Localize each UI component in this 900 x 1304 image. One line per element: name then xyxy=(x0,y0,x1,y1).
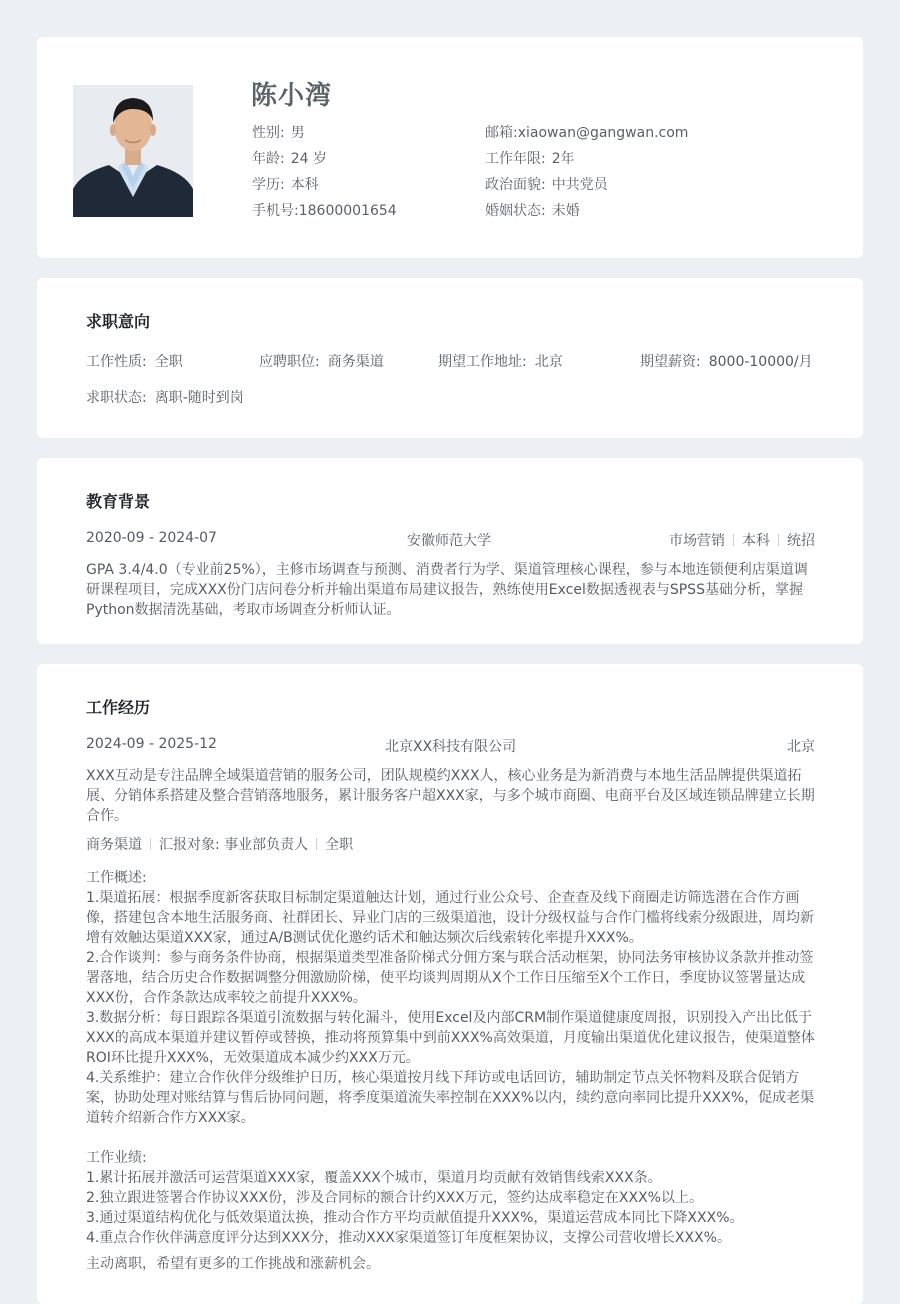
info-email xyxy=(485,122,688,142)
info-value: 男 xyxy=(290,125,305,141)
field-value: 商务渠道 xyxy=(327,354,384,370)
info-marital xyxy=(485,200,580,220)
achievement-line: 1.累计拓展并激活可运营渠道XXX家，覆盖XXX个城市，渠道月均贡献有效销售线索XXX条。 xyxy=(86,1170,662,1186)
field-label: 应聘职位: xyxy=(259,354,320,370)
info-label: 工作年限: xyxy=(485,151,546,167)
desc-line: GPA 3.4/4.0（专业前25%），主修市场调查与预测、消费者行为学、渠道管理核心课程，参与本地连锁便利店渠道调 xyxy=(86,562,808,578)
info-education xyxy=(252,174,319,194)
tag-role: 商务渠道 xyxy=(86,837,142,853)
work-tags xyxy=(86,834,353,854)
section-title: 教育背景 xyxy=(86,492,151,511)
info-value: 未婚 xyxy=(551,203,580,219)
overview-line: 署落地，结合历史合作数据调整分佣激励阶梯，使平均谈判周期从X个工作日压缩至X个工作日，季度协议签署量达成 xyxy=(86,970,806,986)
intention-salary xyxy=(640,351,813,371)
intention-position xyxy=(259,351,384,371)
leave-reason: 主动离职，希望有更多的工作挑战和涨薪机会。 xyxy=(86,1256,380,1272)
work-period: 2024-09 - 2025-12 xyxy=(86,736,217,752)
info-value: 本科 xyxy=(290,177,319,193)
profile-card xyxy=(37,37,863,258)
field-value: 北京 xyxy=(534,354,563,370)
overview-line: 2.合作谈判：参与商务条件协商，根据渠道类型准备阶梯式分佣方案与联合活动框架，协同法务审核协议条款并推动签 xyxy=(86,950,814,966)
company-intro xyxy=(86,766,816,826)
desc-line: Python数据清洗基础，考取市场调查分析师认证。 xyxy=(86,602,401,618)
company-name: 北京XX科技有限公司 xyxy=(385,739,517,755)
intro-line: 合作。 xyxy=(86,808,128,824)
field-value: 全职 xyxy=(154,354,183,370)
avatar xyxy=(73,85,193,217)
intention-location xyxy=(438,351,563,371)
info-age xyxy=(252,148,327,168)
field-label: 期望薪资: xyxy=(640,354,701,370)
candidate-name: 陈小湾 xyxy=(251,81,333,111)
section-title: 求职意向 xyxy=(86,312,151,331)
info-label: 性别: xyxy=(252,125,285,141)
tag-degree: 本科 xyxy=(742,533,770,549)
overview-line: 案，协助处理对账结算与售后协同问题，将季度渠道流失率控制在XXX%以内，续约意向率同比提升XXX%，促成老渠 xyxy=(86,1090,815,1106)
overview-line: ROI环比提升XXX%，无效渠道成本减少约XXX万元。 xyxy=(86,1050,420,1066)
overview-title: 工作概述: xyxy=(86,870,147,886)
achievement-line: 3.通过渠道结构优化与低效渠道汰换，推动合作方平均贡献值提升XXX%，渠道运营成本同比下降XXX%。 xyxy=(86,1210,744,1226)
education-card xyxy=(37,458,863,644)
tag-divider xyxy=(150,838,151,850)
tag-divider xyxy=(733,534,734,546)
overview-line: 道转介绍新合作方XXX家。 xyxy=(86,1110,255,1126)
info-value: 24 岁 xyxy=(290,151,327,167)
field-value: 8000-10000/月 xyxy=(708,354,813,370)
info-political xyxy=(485,174,608,194)
overview-line: 增有效触达渠道XXX家，通过A/B测试优化邀约话术和触达频次后线索转化率提升XXX%。 xyxy=(86,930,643,946)
info-value: xiaowan@gangwan.com xyxy=(517,125,689,141)
field-label: 期望工作地址: xyxy=(438,354,527,370)
intention-type xyxy=(86,351,183,371)
achievement-line: 4.重点合作伙伴满意度评分达到XXX分，推动XXX家渠道签订年度框架协议，支撑公司营收增长XXX%。 xyxy=(86,1230,731,1246)
info-phone xyxy=(252,200,397,220)
tag-divider xyxy=(778,534,779,546)
overview-line: 像，搭建包含本地生活服务商、社群团长、异业门店的三级渠道池，设计分级权益与合作门槛将线索分级跟进，周均新 xyxy=(86,910,814,926)
info-label: 邮箱: xyxy=(485,125,518,141)
info-work-years xyxy=(485,148,575,168)
info-label: 年龄: xyxy=(252,151,285,167)
intro-line: 展、分销体系搭建及整合营销落地服务，累计服务客户超XXX家，与多个城市商圈、电商平台及区域连锁品牌建立长期 xyxy=(86,788,815,804)
work-card xyxy=(37,664,863,1304)
education-description xyxy=(86,560,816,620)
achievement-line: 2.独立跟进签署合作协议XXX份，涉及合同标的额合计约XXX万元，签约达成率稳定在XXX%以上。 xyxy=(86,1190,703,1206)
info-label: 政治面貌: xyxy=(485,177,546,193)
overview-line: 3.数据分析：每日跟踪各渠道引流数据与转化漏斗，使用Excel及内部CRM制作渠道健康度周报，识别投入产出比低于 xyxy=(86,1010,813,1026)
desc-line: 研课程项目，完成XXX份门店问卷分析并输出渠道布局建议报告，熟练使用Excel数据透视表与SPSS基础分析，掌握 xyxy=(86,582,803,598)
overview-line: XXX的高成本渠道并建议暂停或替换，推动将预算集中到前XXX%高效渠道，月度输出渠道优化建议报告，使渠道整体 xyxy=(86,1030,815,1046)
school-name: 安徽师范大学 xyxy=(407,533,491,549)
overview-line: XXX份，合作条款达成率较之前提升XXX%。 xyxy=(86,990,367,1006)
info-value: 中共党员 xyxy=(551,177,608,193)
info-label: 手机号: xyxy=(252,203,299,219)
info-label: 婚姻状态: xyxy=(485,203,546,219)
work-achievements xyxy=(86,1148,816,1248)
info-value: 18600001654 xyxy=(298,203,397,219)
work-city: 北京 xyxy=(787,739,815,755)
field-label: 求职状态: xyxy=(86,390,147,406)
tag-report-to: 汇报对象: 事业部负责人 xyxy=(159,837,309,853)
info-value: 2年 xyxy=(551,151,575,167)
overview-line: 4.关系维护：建立合作伙伴分级维护日历，核心渠道按月线下拜访或电话回访，辅助制定节点关怀物料及联合促销方 xyxy=(86,1070,800,1086)
tag-divider xyxy=(316,838,317,850)
tag-major: 市场营销 xyxy=(669,533,725,549)
intention-card xyxy=(37,278,863,438)
field-value: 离职-随时到岗 xyxy=(154,390,244,406)
intro-line: XXX互动是专注品牌全域渠道营销的服务公司，团队规模约XXX人，核心业务是为新消费与本地生活品牌提供渠道拓 xyxy=(86,768,802,784)
info-label: 学历: xyxy=(252,177,285,193)
work-overview xyxy=(86,868,816,1128)
education-tags xyxy=(669,530,815,550)
tag-employment: 全职 xyxy=(325,837,354,853)
education-period: 2020-09 - 2024-07 xyxy=(86,530,217,546)
field-label: 工作性质: xyxy=(86,354,147,370)
portrait-image xyxy=(73,85,193,217)
overview-line: 1.渠道拓展：根据季度新客获取目标制定渠道触达计划，通过行业公众号、企查查及线下商圈走访筛选潜在合作方画 xyxy=(86,890,800,906)
intention-status xyxy=(86,387,244,407)
achievement-title: 工作业绩: xyxy=(86,1150,147,1166)
info-gender xyxy=(252,122,305,142)
tag-enrollment: 统招 xyxy=(787,533,815,549)
section-title: 工作经历 xyxy=(86,698,151,717)
